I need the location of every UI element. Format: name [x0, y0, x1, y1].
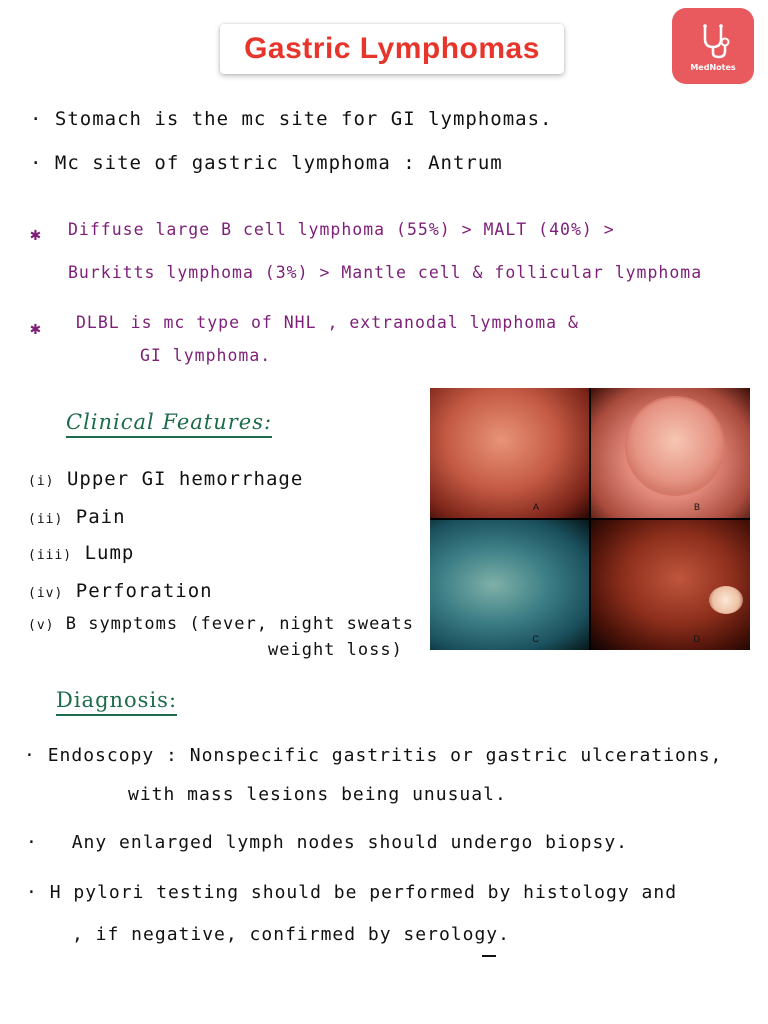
bullet-dot: · — [24, 745, 36, 766]
star-icon: ✱ — [30, 224, 42, 245]
title-banner — [220, 24, 564, 74]
endoscopy-image-b — [591, 388, 750, 518]
diagnosis-heading: Diagnosis: — [56, 688, 177, 716]
image-label: C — [532, 634, 539, 644]
pen-mark — [482, 955, 496, 957]
highlight-1-line1: Diffuse large B cell lymphoma (55%) > MALT (40%) > — [68, 220, 615, 239]
clinical-item — [28, 580, 213, 602]
image-label: A — [532, 502, 539, 512]
item-number: (v) — [28, 618, 55, 633]
item-text: Perforation — [75, 580, 213, 602]
bullet-dot: · — [26, 832, 38, 853]
ulcer-lesion — [709, 586, 743, 614]
logo-text: MedNotes — [690, 62, 736, 72]
highlight-2-line2: GI lymphoma. — [140, 346, 272, 365]
page-title: Gastric Lymphomas — [244, 32, 540, 65]
mass-lesion — [625, 396, 725, 496]
highlight-2-line1: DLBL is mc type of NHL , extranodal lymphoma & — [76, 313, 579, 332]
endoscopy-images — [430, 388, 750, 650]
endoscopy-image-c — [430, 520, 589, 650]
item-number: (i) — [28, 474, 55, 489]
clinical-item — [28, 506, 126, 528]
bullet-dot: · — [30, 108, 43, 130]
item-text: Upper GI hemorrhage — [66, 468, 304, 490]
mednotes-logo — [672, 8, 754, 84]
diagnosis-text: Endoscopy : Nonspecific gastritis or gastric ulcerations, — [47, 745, 723, 766]
diagnosis-item-2 — [26, 832, 628, 853]
clinical-item-continuation: weight loss) — [268, 640, 403, 660]
item-text: Pain — [75, 506, 126, 528]
clinical-item — [28, 614, 414, 634]
stethoscope-icon — [693, 21, 733, 61]
bullet-dot: · — [26, 882, 38, 903]
star-icon: ✱ — [30, 318, 42, 339]
diagnosis-item-3-cont: , if negative, confirmed by serology. — [72, 924, 510, 945]
highlight-1-line2: Burkitts lymphoma (3%) > Mantle cell & follicular lymphoma — [68, 263, 703, 282]
clinical-item — [28, 542, 134, 564]
item-number: (iii) — [28, 548, 73, 563]
image-label: D — [693, 634, 700, 644]
diagnosis-text: H pylori testing should be performed by histology and — [49, 882, 678, 903]
image-label: B — [693, 502, 700, 512]
item-text: B symptoms (fever, night sweats — [65, 614, 415, 634]
intro-text: Stomach is the mc site for GI lymphomas. — [54, 108, 553, 130]
clinical-heading: Clinical Features: — [66, 410, 272, 438]
intro-text: Mc site of gastric lymphoma : Antrum — [54, 152, 503, 174]
item-text: Lump — [84, 542, 135, 564]
endoscopy-image-d — [591, 520, 750, 650]
intro-bullet-2 — [30, 152, 503, 174]
intro-bullet-1 — [30, 108, 552, 130]
diagnosis-item-3 — [26, 882, 677, 903]
item-number: (iv) — [28, 586, 64, 601]
endoscopy-image-a — [430, 388, 589, 518]
diagnosis-text: Any enlarged lymph nodes should undergo biopsy. — [71, 832, 629, 853]
clinical-item — [28, 468, 303, 490]
diagnosis-item-1-cont: with mass lesions being unusual. — [128, 784, 507, 805]
item-number: (ii) — [28, 512, 64, 527]
bullet-dot: · — [30, 152, 43, 174]
diagnosis-item-1 — [24, 745, 722, 766]
